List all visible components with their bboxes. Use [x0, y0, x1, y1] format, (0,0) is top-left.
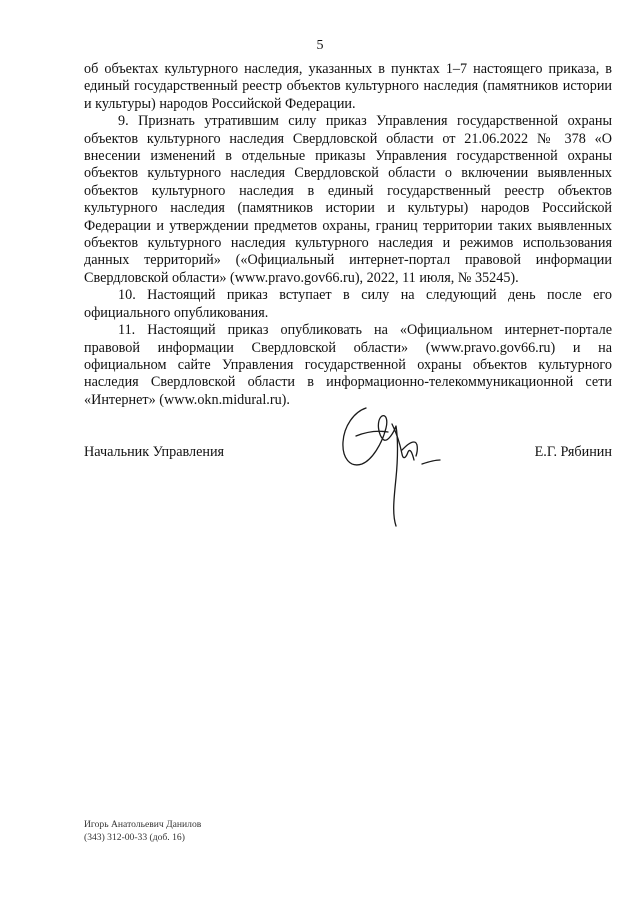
paragraph-item-11: 11. Настоящий приказ опубликовать на «Официальном интернет-портале правовой информации Свердловской области» (www.pravo.gov66.ru) и на официальном сайте Управления государственной охраны объектов культурного наследия Свердловской области в информационно-телекоммуникационной сети «Интернет» (www.okn.midural.ru). [84, 322, 612, 408]
handwritten-signature [336, 402, 448, 532]
paragraph-item-10: 10. Настоящий приказ вступает в силу на следующий день после его официального опубликования. [84, 287, 612, 321]
paragraph-item-9: 9. Признать утратившим силу приказ Управления государственной охраны объектов культурного наследия Свердловской области от 21.06.2022 № 378 «О внесении изменений в отдельные приказы Управления государственной охраны объектов культурного наследия Свердловской области о включении выявленных объектов культурного наследия в единый государственный реестр объектов культурного наследия (памятников истории и культуры) народов Российской Федерации и утверждении предметов охраны, границ территории таких выявленных объектов культурного наследия культурного наследия и режимов использования данных территорий» («Официальный интернет-портал правовой информации Свердловской области» (www.pravo.gov66.ru), 2022, 11 июля, № 35245). [84, 113, 612, 286]
page-number: 5 [316, 38, 324, 53]
executor-name: Игорь Анатольевич Данилов [84, 819, 202, 830]
executor-info [84, 818, 201, 844]
executor-phone: (343) 312-00-33 (доб. 16) [84, 832, 185, 843]
document-body [84, 61, 612, 409]
signer-name: Е.Г. Рябинин [534, 444, 612, 460]
paragraph-continuation: об объектах культурного наследия, указанных в пунктах 1–7 настоящего приказа, в единый государственный реестр объектов культурного наследия (памятников истории и культуры) народов Российской Федерации. [84, 61, 612, 112]
signer-position: Начальник Управления [84, 444, 225, 460]
